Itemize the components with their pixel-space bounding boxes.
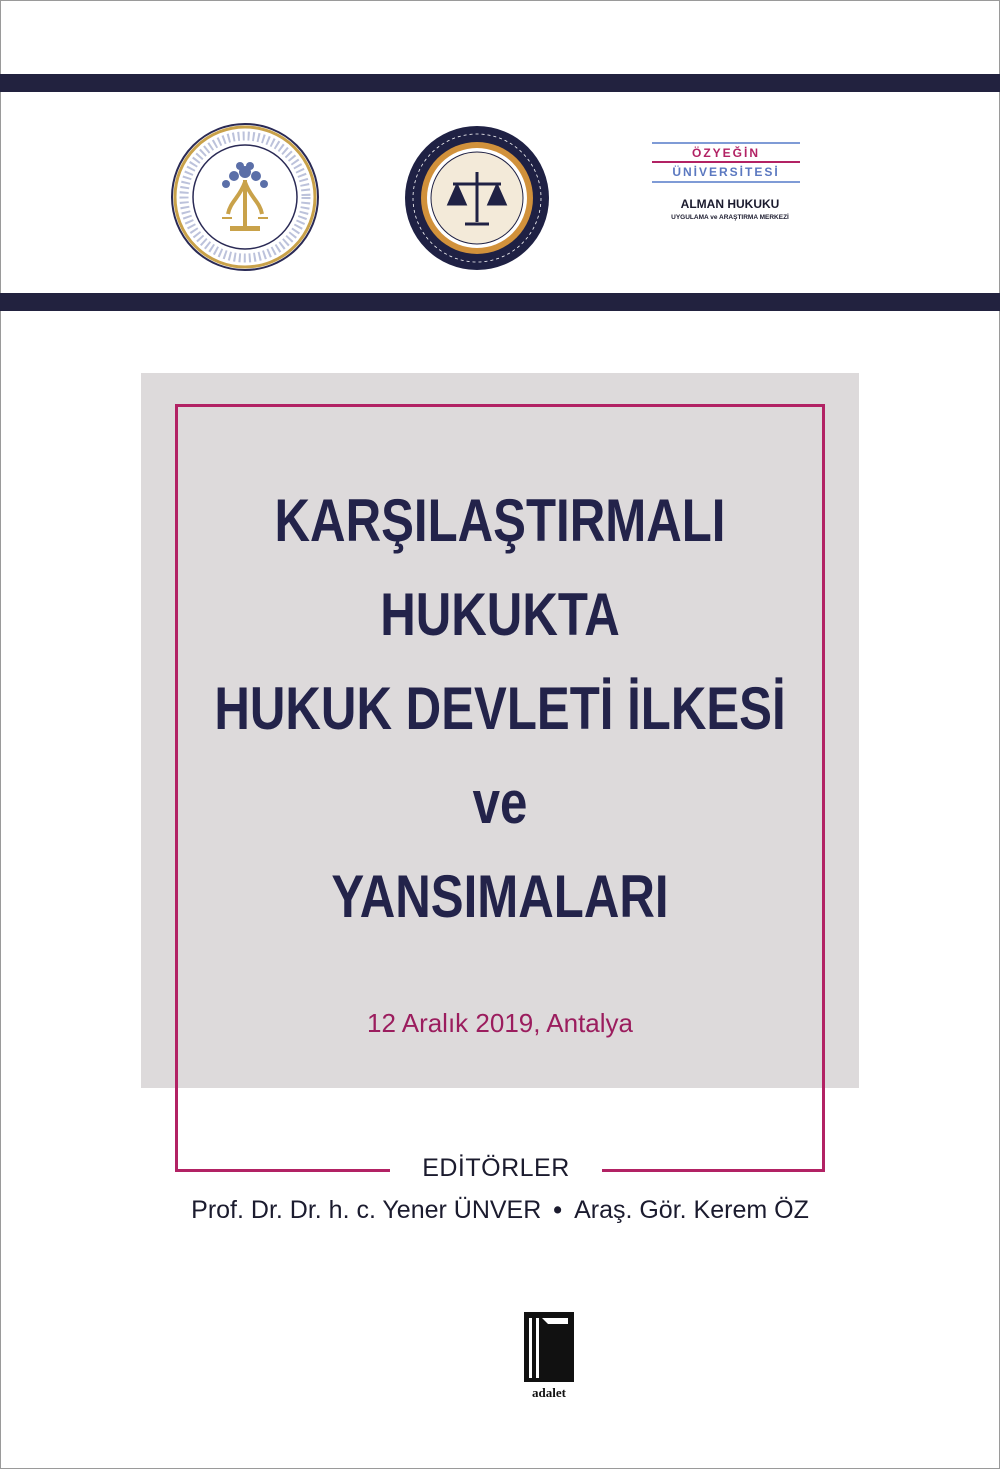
logo-line1: ÖZYEĞİN xyxy=(691,146,760,160)
book-title xyxy=(141,474,859,944)
logo-rule xyxy=(652,181,800,183)
publisher-logo xyxy=(518,1310,580,1402)
bottom-navy-bar xyxy=(0,293,1000,311)
title-line: HUKUKTA xyxy=(380,581,620,648)
editor-1: Prof. Dr. Dr. h. c. Yener ÜNVER xyxy=(191,1196,542,1224)
logo-rule xyxy=(652,142,800,144)
editor-separator: • xyxy=(553,1196,563,1224)
title-line: KARŞILAŞTIRMALI xyxy=(274,487,726,554)
logo-rule xyxy=(652,161,800,163)
logo-alman-hukuku: ALMAN HUKUKU xyxy=(680,197,780,211)
hukuk-fakultesi-seal-logo xyxy=(403,124,551,272)
title-line: YANSIMALARI xyxy=(331,863,669,930)
logo-line2: ÜNİVERSİTESİ xyxy=(672,165,780,179)
editors-heading: EDİTÖRLER xyxy=(422,1154,570,1182)
publisher-name: adalet xyxy=(532,1385,566,1400)
title-line: HUKUK DEVLETİ İLKESİ xyxy=(214,675,786,742)
top-navy-bar xyxy=(0,74,1000,92)
editors-line xyxy=(100,1196,900,1225)
ozyegin-alman-hukuku-logo xyxy=(640,138,830,258)
editor-2: Araş. Gör. Kerem ÖZ xyxy=(574,1196,809,1224)
book-icon xyxy=(518,1310,580,1384)
title-line: ve xyxy=(472,769,528,836)
antalya-bilim-center-seal-logo xyxy=(170,122,320,272)
event-date: 12 Aralık 2019, Antalya xyxy=(367,1008,633,1038)
logo-subtitle: UYGULAMA ve ARAŞTIRMA MERKEZİ xyxy=(671,214,789,221)
